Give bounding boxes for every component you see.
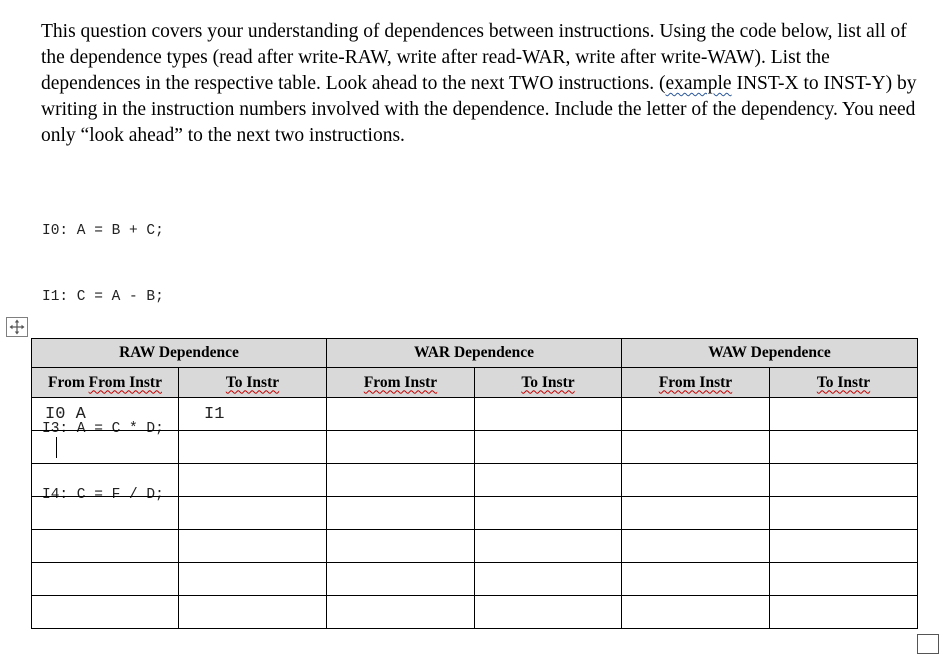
raw-to-cell[interactable] [179, 464, 327, 497]
war-from-cell[interactable] [327, 431, 475, 464]
war-from-cell[interactable] [327, 596, 475, 629]
war-to-cell[interactable] [475, 497, 622, 530]
waw-from-cell[interactable] [622, 596, 770, 629]
raw-to-cell[interactable] [179, 563, 327, 596]
table-row [32, 431, 918, 464]
waw-from-cell[interactable] [622, 398, 770, 431]
raw-from-cell[interactable]: I0 A [32, 398, 179, 431]
waw-from-cell[interactable] [622, 431, 770, 464]
dependence-table [31, 338, 918, 629]
table-row [32, 398, 918, 431]
question-text-part1: This question covers your understanding of dependences between instructions. Using the code below, list all of the dependence types (read after write-RAW, write after read-WAR, write after write-WAW). List the dependences in the respective table. Look ahead to the next TWO instructions. ( [41, 21, 907, 94]
war-from-cell[interactable] [327, 464, 475, 497]
war-from-cell[interactable] [327, 530, 475, 563]
war-from-header [327, 368, 475, 398]
raw-from-cell-active[interactable] [32, 431, 179, 464]
raw-to-cell[interactable] [179, 596, 327, 629]
table-row [32, 464, 918, 497]
war-from-cell[interactable] [327, 563, 475, 596]
table-row [32, 530, 918, 563]
waw-to-cell[interactable] [770, 530, 918, 563]
raw-from-cell[interactable] [32, 596, 179, 629]
question-paragraph [41, 19, 921, 149]
war-to-cell[interactable] [475, 530, 622, 563]
table-row [32, 497, 918, 530]
table-move-handle[interactable] [6, 317, 28, 337]
raw-to-cell[interactable] [179, 530, 327, 563]
waw-to-cell[interactable] [770, 497, 918, 530]
question-text-part2: INST-X to INST-Y) by writing in the instruction numbers involved with the dependence. Include the letter of the dependency. You need only “look ahead” to the next two instructions. [41, 73, 917, 146]
waw-to-cell[interactable] [770, 596, 918, 629]
war-dependence-header: WAR Dependence [327, 339, 622, 368]
waw-from-header [622, 368, 770, 398]
raw-from-cell[interactable] [32, 530, 179, 563]
code-line-i3: I3: A = C * D; [42, 421, 164, 437]
waw-from-cell[interactable] [622, 530, 770, 563]
war-to-word: To Instr [521, 373, 575, 391]
war-to-cell[interactable] [475, 464, 622, 497]
war-from-word: From Instr [363, 373, 438, 391]
table-resize-handle[interactable] [917, 634, 939, 654]
war-to-header [475, 368, 622, 398]
raw-to-cell[interactable]: I1 [179, 398, 327, 431]
raw-to-cell[interactable] [179, 431, 327, 464]
raw-from-cell[interactable] [32, 563, 179, 596]
sub-header-row [32, 368, 918, 398]
code-line-i0: I0: A = B + C; [42, 223, 164, 239]
table-row [32, 596, 918, 629]
raw-to-header [179, 368, 327, 398]
raw-from-cell[interactable] [32, 464, 179, 497]
waw-dependence-header: WAW Dependence [622, 339, 918, 368]
waw-to-cell[interactable] [770, 431, 918, 464]
move-arrows-icon [9, 319, 25, 335]
group-header-row [32, 339, 918, 368]
table-row [32, 563, 918, 596]
waw-from-cell[interactable] [622, 563, 770, 596]
raw-from-header: From From Instr [32, 368, 179, 398]
waw-to-cell[interactable] [770, 563, 918, 596]
waw-to-cell[interactable] [770, 464, 918, 497]
raw-dependence-header: RAW Dependence [32, 339, 327, 368]
waw-from-cell[interactable] [622, 464, 770, 497]
war-to-cell[interactable] [475, 431, 622, 464]
waw-to-cell[interactable] [770, 398, 918, 431]
waw-from-cell[interactable] [622, 497, 770, 530]
war-from-cell[interactable] [327, 497, 475, 530]
war-from-cell[interactable] [327, 398, 475, 431]
raw-to-cell[interactable] [179, 497, 327, 530]
raw-to-word: To Instr [225, 373, 280, 391]
waw-to-word: To Instr [816, 373, 871, 391]
waw-from-word: From Instr [658, 373, 733, 391]
war-to-cell[interactable] [475, 596, 622, 629]
text-cursor [56, 437, 57, 458]
raw-from-word: From Instr [88, 373, 162, 391]
war-to-cell[interactable] [475, 563, 622, 596]
question-text-example: example [665, 73, 732, 94]
waw-to-header [770, 368, 918, 398]
code-line-i1: I1: C = A - B; [42, 289, 164, 305]
raw-from-cell[interactable] [32, 497, 179, 530]
war-to-cell[interactable] [475, 398, 622, 431]
code-line-i4: I4: C = F / D; [42, 487, 164, 503]
